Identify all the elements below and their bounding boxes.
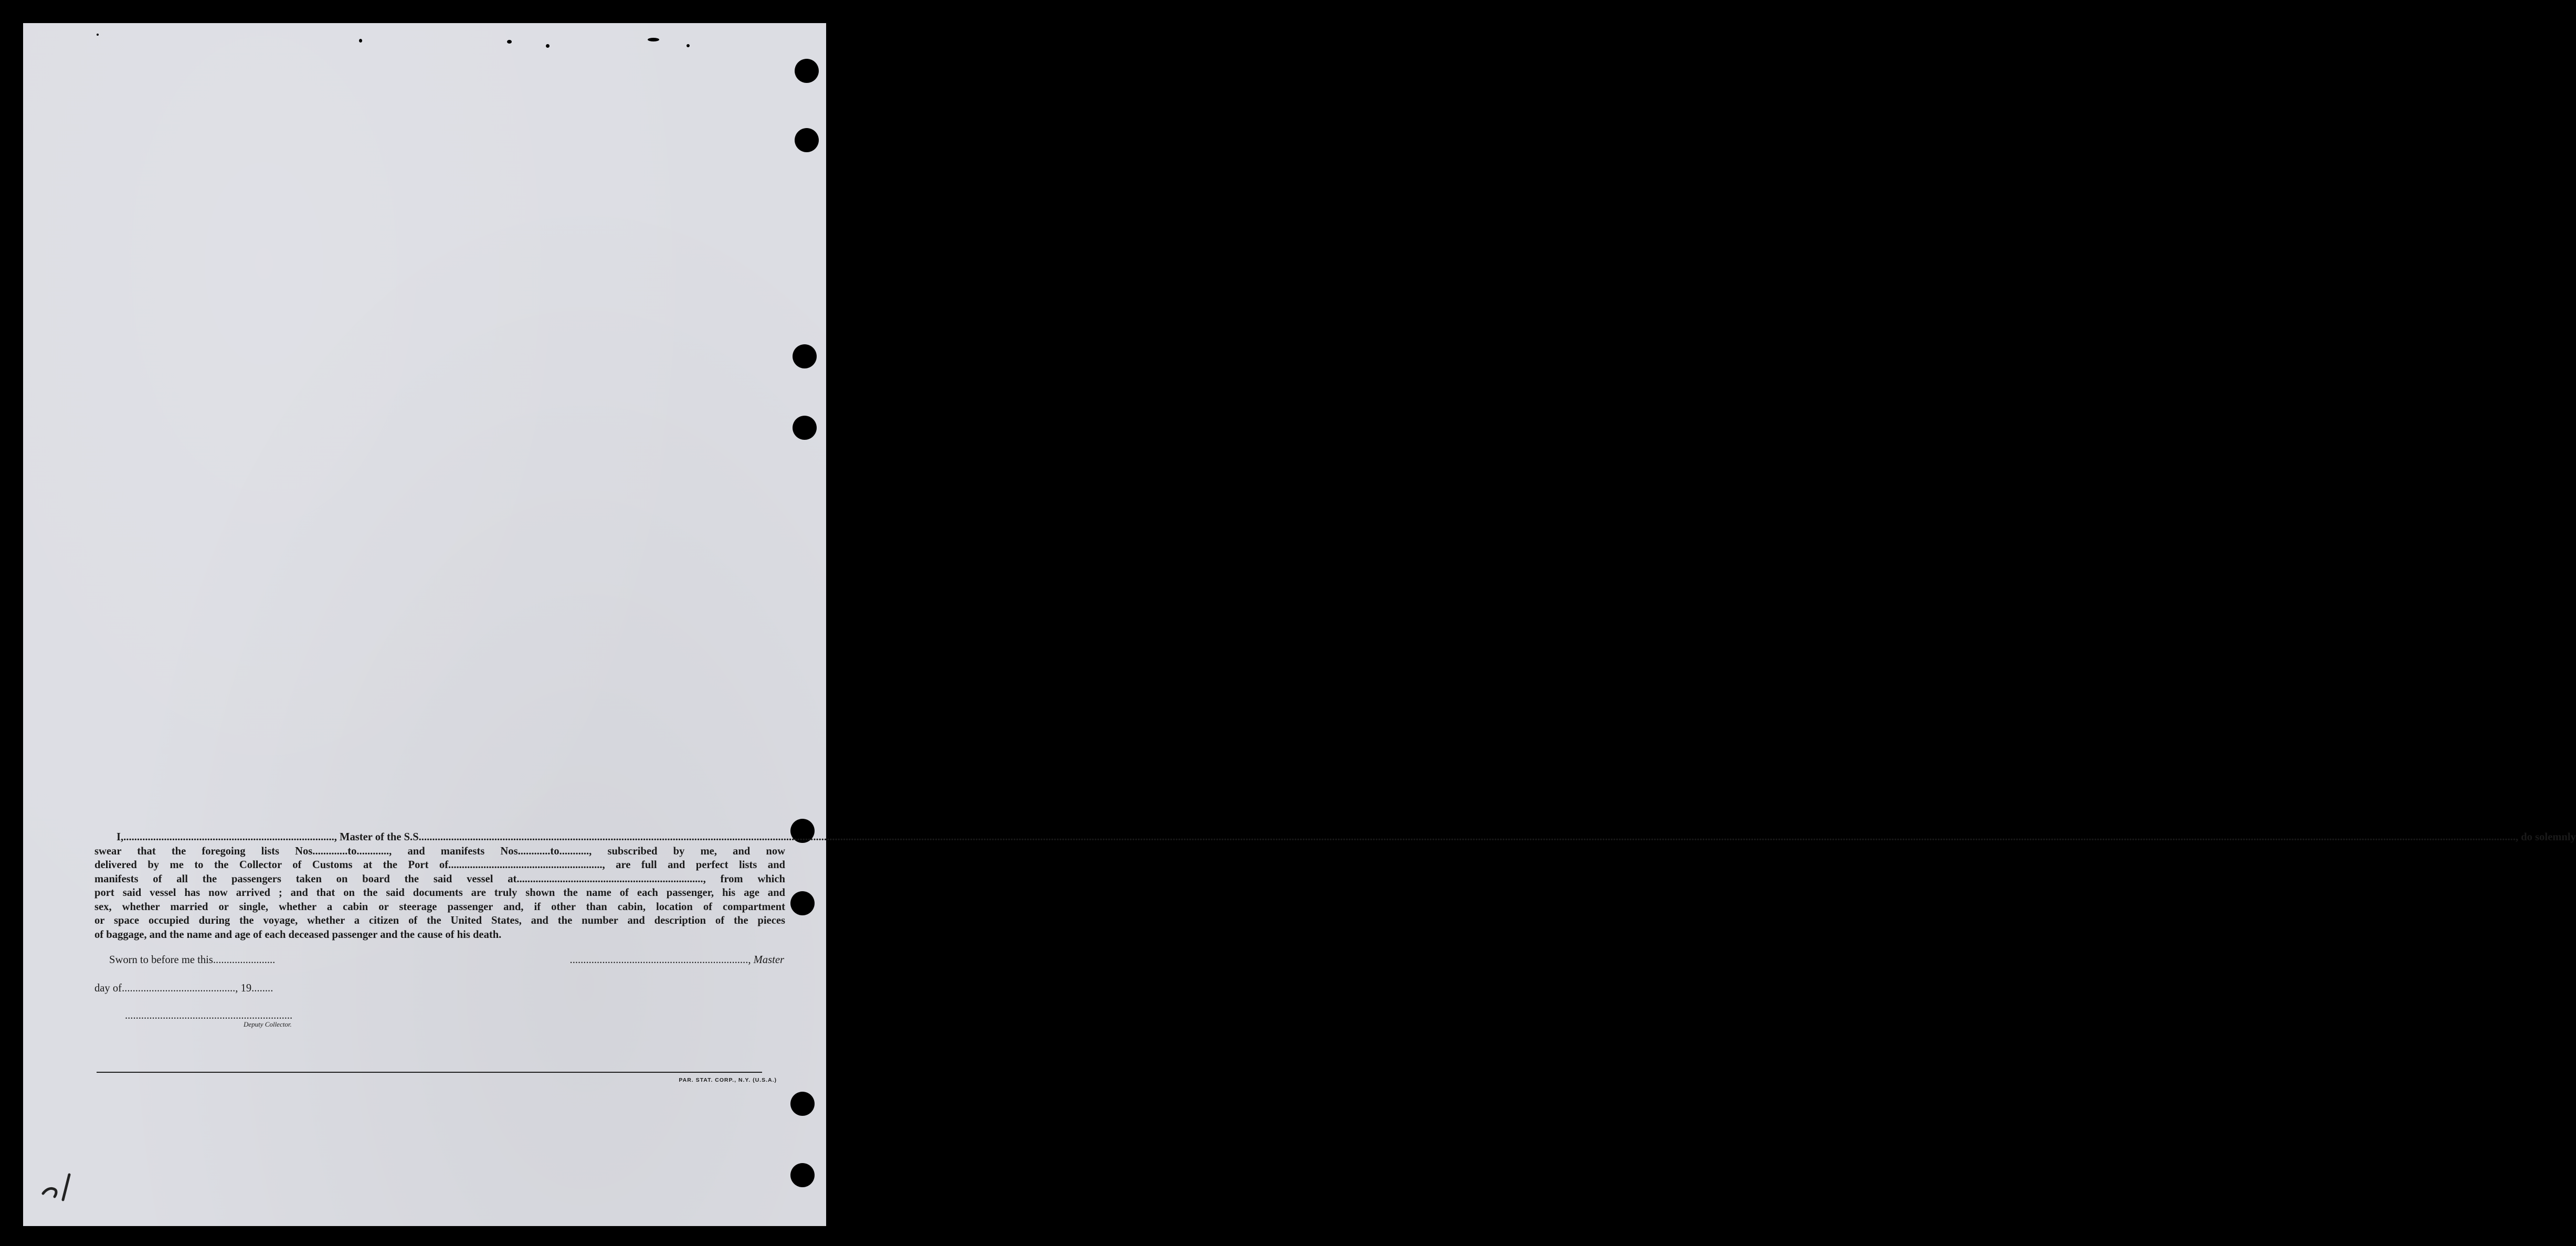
ink-speck — [359, 39, 362, 43]
oath-line: or space occupied during the voyage, whether a citizen of the United States, and the number and description of the pieces — [94, 915, 785, 926]
day-of-line: day of.........................................., 19........ — [94, 983, 273, 994]
deputy-signature-dots: .............................................................. — [125, 1010, 293, 1021]
ink-speck — [97, 34, 99, 36]
ink-speck — [507, 40, 512, 44]
oath-line: port said vessel has now arrived ; and that on the said documents are truly shown the name of each passenger, his age and — [94, 887, 785, 899]
deputy-collector-label: Deputy Collector. — [244, 1020, 292, 1028]
manifest-page — [23, 23, 2576, 1226]
ink-speck — [546, 44, 550, 48]
ink-speck — [687, 44, 690, 47]
binder-hole — [793, 416, 817, 440]
handwritten-mark — [39, 1166, 81, 1203]
binder-hole — [795, 59, 819, 83]
oath-line: sex, whether married or single, whether a cabin or steerage passenger and, if other than cabin, location of compartment — [94, 901, 785, 913]
binder-hole — [795, 128, 819, 152]
ink-speck — [648, 38, 659, 41]
master-signature-line — [570, 954, 784, 966]
oath-line: swear that the foregoing lists Nos.............to............, and manifests Nos............to..........., subscribed by me, and now — [94, 845, 785, 857]
binder-hole — [790, 891, 815, 915]
oath-line: manifests of all the passengers taken on board the said vessel at....................................................................., from which — [94, 873, 785, 885]
binder-hole — [790, 1092, 815, 1116]
binder-hole — [790, 1163, 815, 1187]
oath-line: I,.............................................................................., Master of the S.S........................................................................................................................................................................................................................................................................................................................................................................................................................................................................................................................................................................................................................................................................................................................................................................................................, do solemnly — [117, 831, 2576, 843]
binder-hole — [793, 344, 817, 368]
printer-mark: PAR. STAT. CORP., N.Y. (U.S.A.) — [679, 1077, 777, 1083]
master-signature-dots: .................................................................., — [569, 954, 751, 966]
oath-line: of baggage, and the name and age of each deceased passenger and the cause of his death. — [94, 928, 502, 941]
oath-paragraph — [94, 830, 2576, 942]
master-label: Master — [753, 954, 784, 966]
sworn-to-line: Sworn to before me this....................... — [109, 954, 276, 966]
footer-rule — [97, 1072, 762, 1073]
oath-line: delivered by me to the Collector of Customs at the Port of........................................................., are full and perfect lists and — [94, 859, 785, 871]
